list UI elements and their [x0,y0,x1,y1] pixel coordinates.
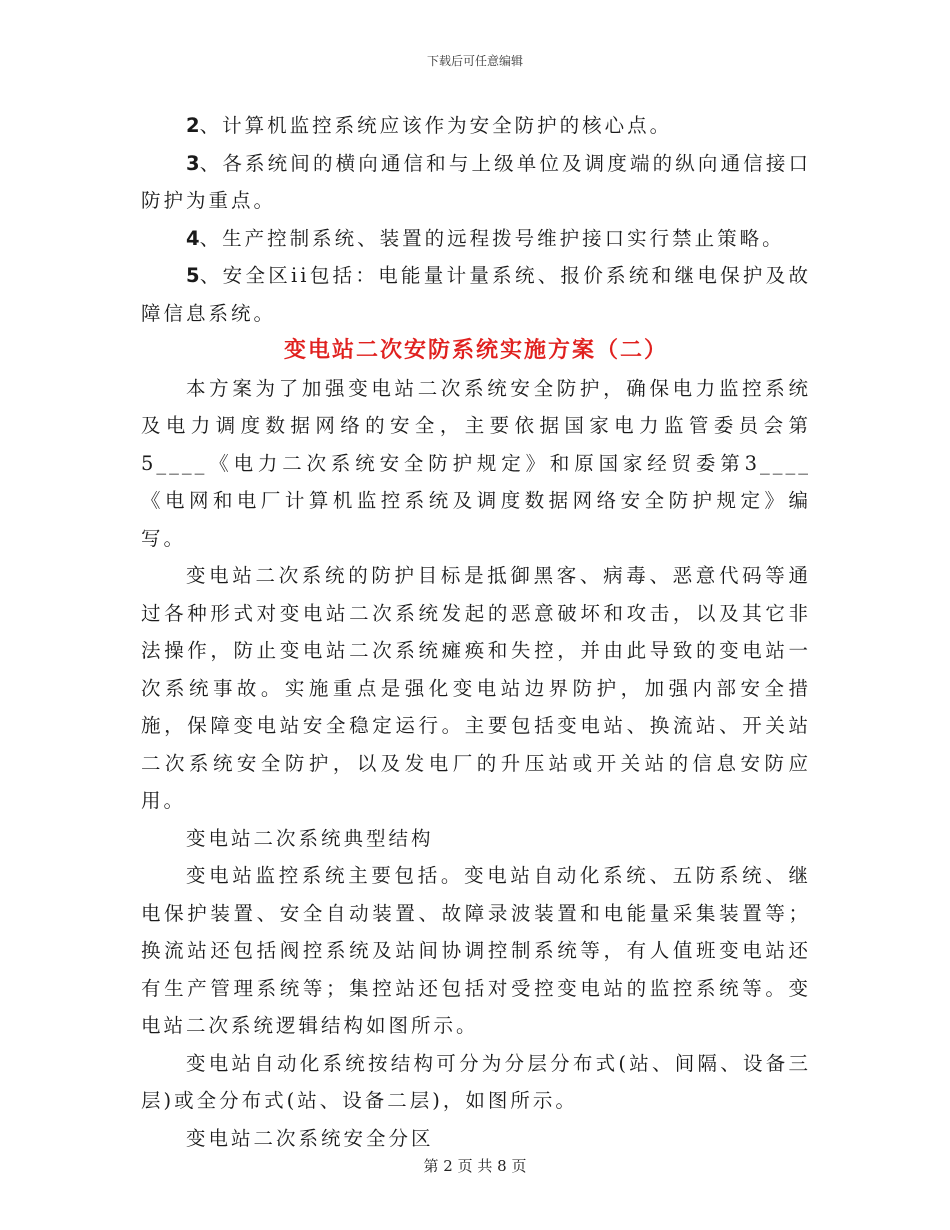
paragraph: 变电站自动化系统按结构可分为分层分布式(站、间隔、设备三层)或全分布式(站、设备二层)，如图所示。 [141,1051,811,1112]
document-body [141,107,811,1157]
list-item-text: 、生产控制系统、装置的远程拨号维护接口实行禁止策略。 [199,226,785,250]
list-item-text: 、计算机监控系统应该作为安全防护的核心点。 [199,114,673,137]
list-item-number: 5 [186,264,200,287]
list-item [141,107,811,145]
list-item-text: 、各系统间的横向通信和与上级单位及调度端的纵向通信接口防护为重点。 [141,151,811,212]
paragraph: 变电站二次系统的防护目标是抵御黑客、病毒、恶意代码等通过各种形式对变电站二次系统发起的恶意破坏和攻击，以及其它非法操作，防止变电站二次系统瘫痪和失控，并由此导致的变电站一次系统事故。实施重点是强化变电站边界防护，加强内部安全措施，保障变电站安全稳定运行。主要包括变电站、换流站、开关站二次系统安全防护，以及发电厂的升压站或开关站的信息安防应用。 [141,564,811,812]
page-header: 下载后可任意编辑 [426,54,523,68]
list-item-number: 2 [186,114,200,137]
paragraph: 变电站监控系统主要包括。变电站自动化系统、五防系统、继电保护装置、安全自动装置、故障录波装置和电能量采集装置等；换流站还包括阀控系统及站间协调控制系统等，有人值班变电站还有生产管理系统等；集控站还包括对受控变电站的监控系统等。变电站二次系统逻辑结构如图所示。 [141,864,811,1037]
page-number: 第 2 页 共 8 页 [423,1157,527,1175]
list-item-number: 3 [186,151,200,175]
section-title: 变电站二次安防系统实施方案（二） [283,337,668,363]
list-item [141,220,811,258]
paragraph: 本方案为了加强变电站二次系统安全防护，确保电力监控系统及电力调度数据网络的安全，主要依据国家电力监管委员会第5____《电力二次系统安全防护规定》和原国家经贸委第3____《电网和电厂计算机监控系统及调度数据网络安全防护规定》编写。 [141,376,811,550]
list-item-number: 4 [186,226,200,250]
list-item [141,145,811,220]
list-item [141,257,811,332]
list-item-text: 、安全区ii包括：电能量计量系统、报价系统和继电保护及故障信息系统。 [141,264,811,325]
subheading: 变电站二次系统安全分区 [186,1126,434,1150]
subheading: 变电站二次系统典型结构 [186,826,434,850]
